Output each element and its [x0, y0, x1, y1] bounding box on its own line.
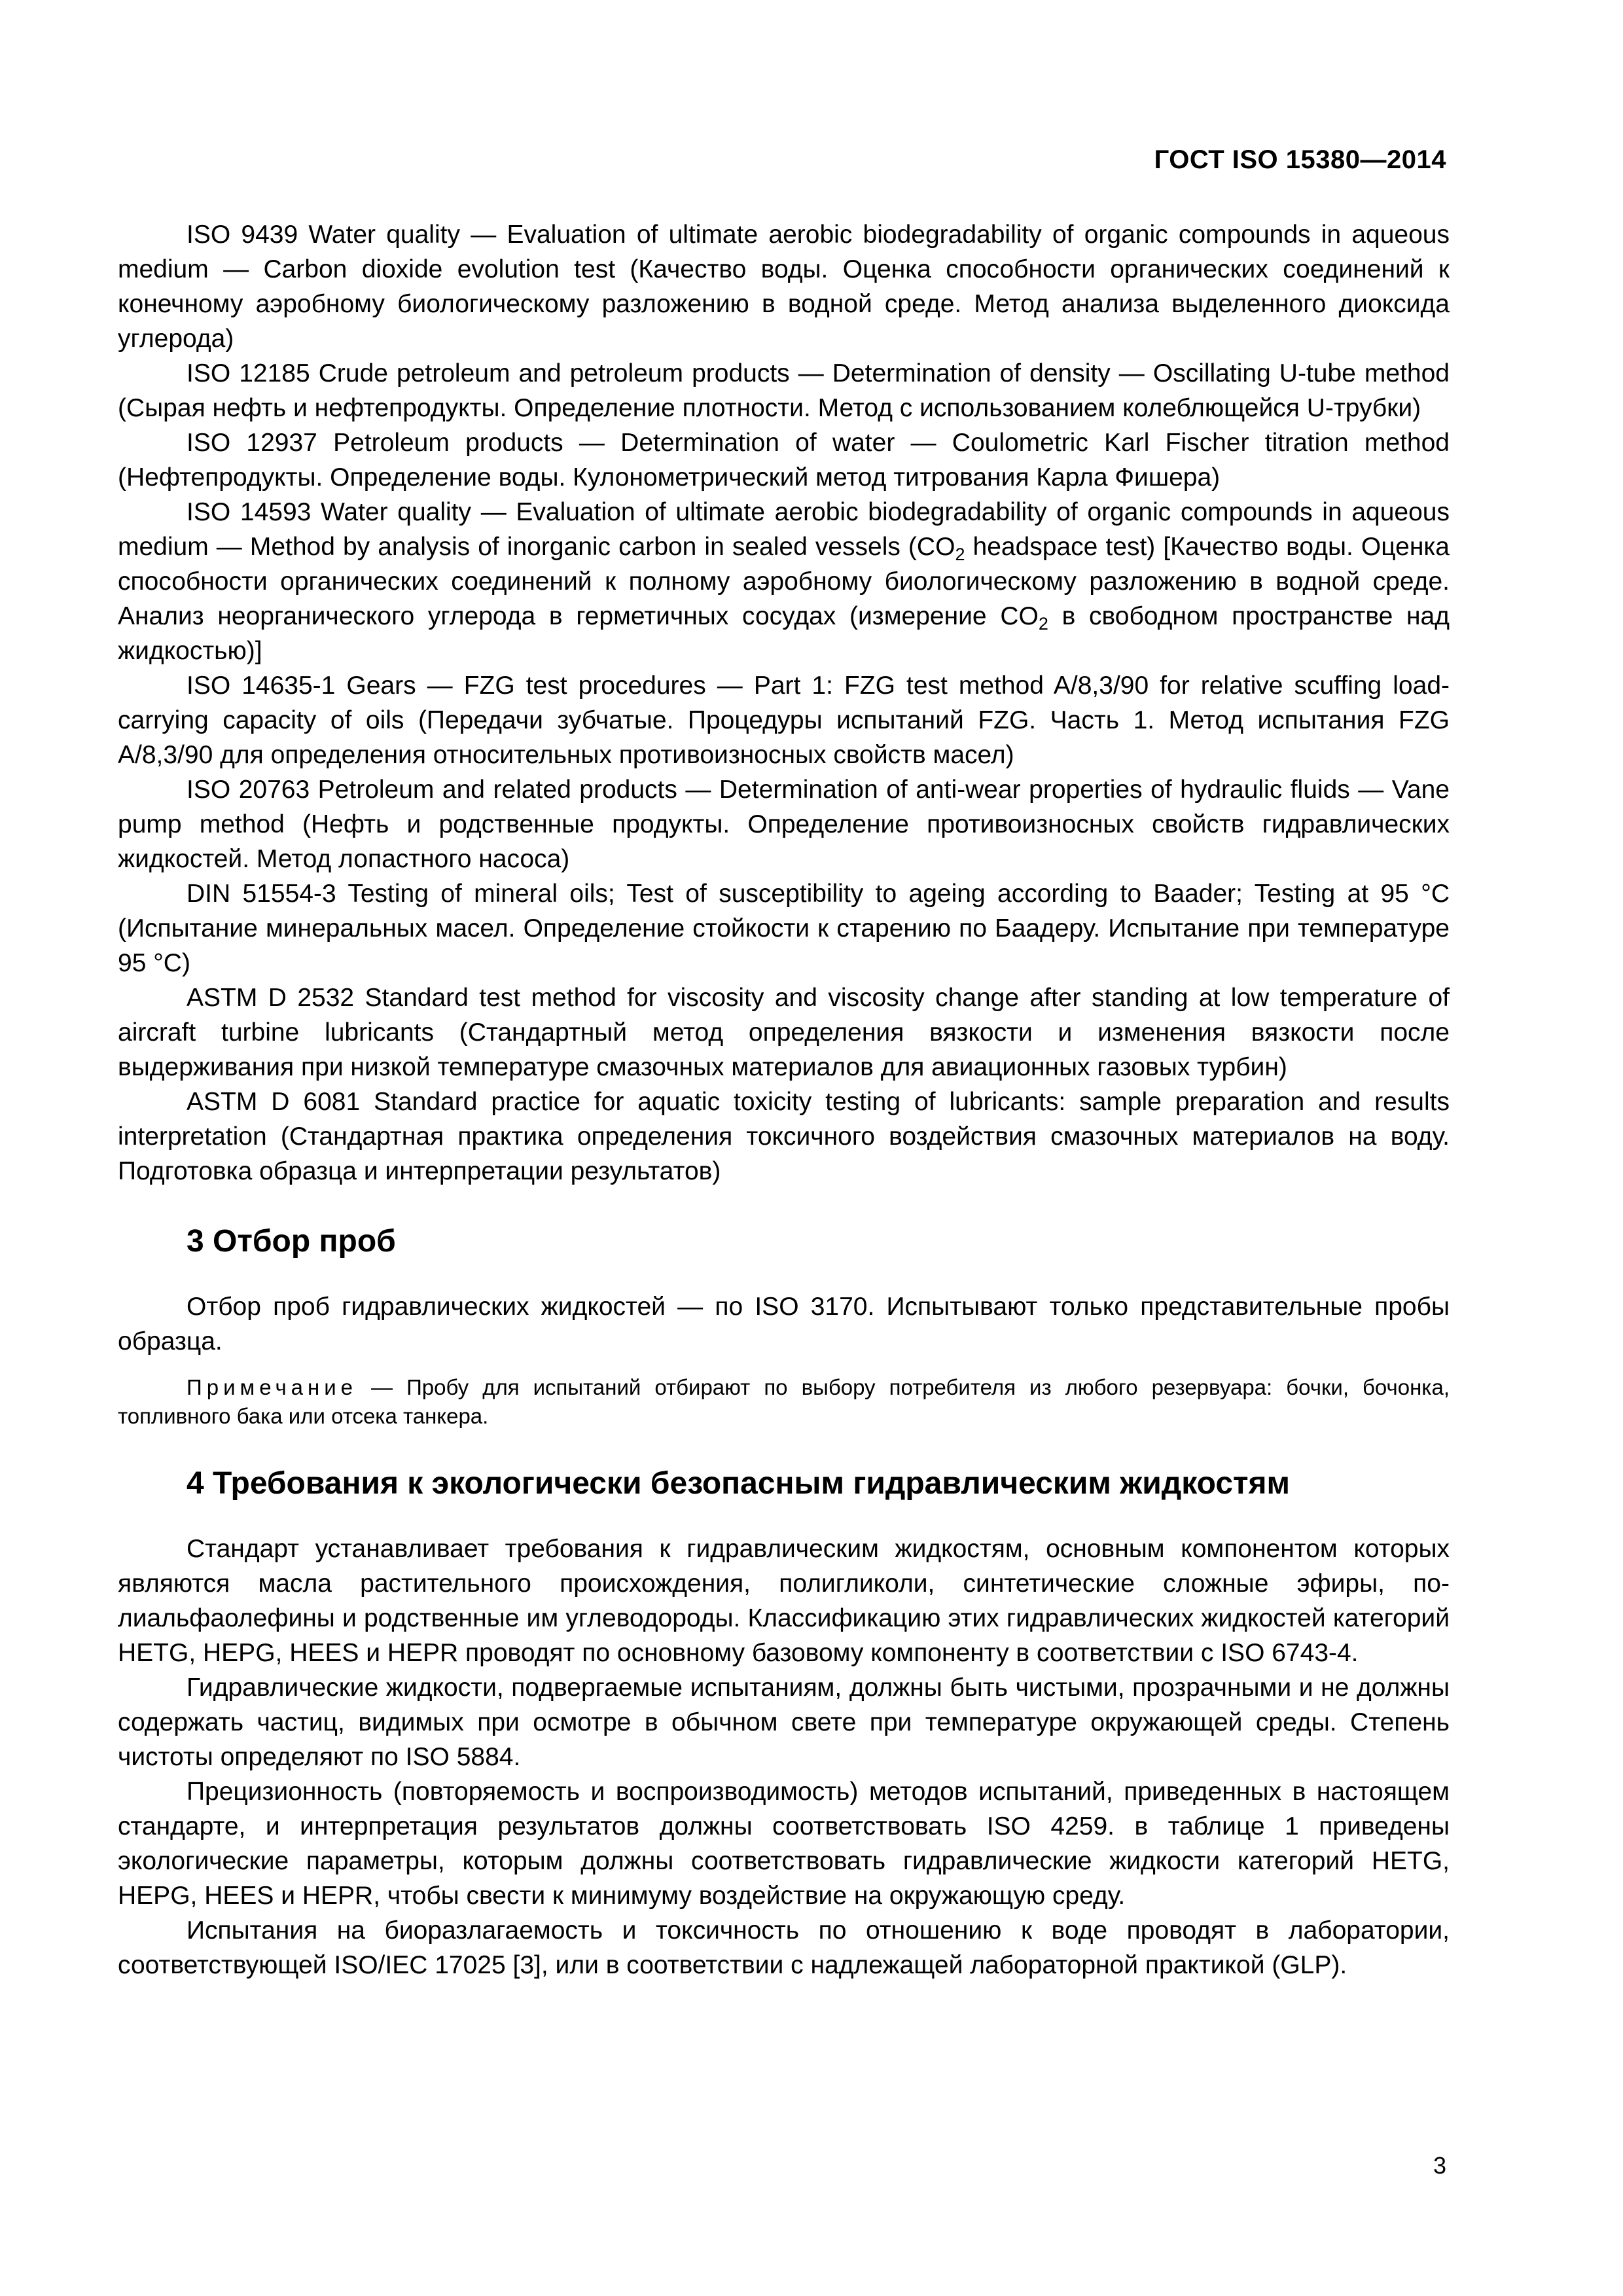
- section-4-paragraph: Испытания на биоразлагаемость и токсичность по отношению к воде проводят в лаборатории, соответствующей ISO/IEC 17025 [3], или в соответствии с надлежащей лабораторной практикой (GLP).: [118, 1916, 1450, 1979]
- section-4-paragraph: Стандарт устанавливает требования к гидравлическим жидкостям, основным компонентом которых являются масла растительного происхождения, полигликоли, синтетические сложные эфиры, полиальфаолефины и родственные им углеводороды. Классификацию этих гидравлических жидкостей категорий HETG, HEPG, HEES и HEPR проводят по основному базовому компоненту в соответствии с ISO 6743-4.: [118, 1535, 1450, 1667]
- reference-iso-20763: ISO 20763 Petroleum and related products — Determination of anti-wear properties of hydraulic fluids — Vane pump method (Нефть и родственные продукты. Определение противоизносных свойств гидравлических жидкостей. Метод лопастного насоса): [118, 776, 1450, 873]
- reference-iso-14593-part1: ISO 14593 Water quality — Evaluation of ultimate aerobic biodegradability of organic compounds in aqueous medium — Method by analysis of inorganic carbon in sealed vessels (CO: [118, 498, 1450, 561]
- reference-iso-12937: ISO 12937 Petroleum products — Determination of water — Coulometric Karl Fischer titration method (Нефтепродукты. Определение воды. Кулонометрический метод титрования Карла Фишера): [118, 429, 1450, 492]
- note-text: — Пробу для испытаний отбирают по выбору потребителя из любого резервуара: бочки, бочонка, топливного бака или отсека танкера.: [118, 1375, 1450, 1428]
- section-3-heading: 3 Отбор проб: [187, 1224, 396, 1259]
- reference-iso-9439: ISO 9439 Water quality — Evaluation of ultimate aerobic biodegradability of organic compounds in aqueous medium — Carbon dioxide evolution test (Качество воды. Оценка способности органических соединений к конечному аэробному биологическому разложению в водной среде. Метод анализа выделенного диоксида углерода): [118, 221, 1450, 353]
- section-3-text: Отбор проб гидравлических жидкостей — по ISO 3170. Испытывают только представительные пробы образца.: [118, 1293, 1450, 1355]
- reference-din-51554-3: DIN 51554-3 Testing of mineral oils; Test of susceptibility to ageing according to Baader; Testing at 95 °C (Испытание минеральных масел. Определение стойкости к старению по Баадеру. Испытание при температуре 95 °C): [118, 880, 1450, 977]
- reference-astm-d-2532: ASTM D 2532 Standard test method for viscosity and viscosity change after standing at low temperature of aircraft turbine lubricants (Стандартный метод определения вязкости и изменения вязкости после выдерживания при низкой температуре смазочных материалов для авиационных газовых турбин): [118, 984, 1450, 1081]
- reference-astm-d-6081: ASTM D 6081 Standard practice for aquatic toxicity testing of lubricants: sample preparation and results interpretation (Стандартная практика определения токсичного воздействия смазочных материалов на воду. Подготовка образца и интерпретации результатов): [118, 1088, 1450, 1185]
- document-code-header: ГОСТ ISO 15380—2014: [1154, 145, 1446, 174]
- co2-subscript: 2: [955, 545, 965, 564]
- section-4-heading: 4 Требования к экологически безопасным гидравлическим жидкостям: [187, 1466, 1291, 1501]
- section-4-paragraph: Прецизионность (повторяемость и воспроизводимость) методов испытаний, приведенных в настоящем стандарте, и интерпретация результатов должны соответствовать ISO 4259. в таблице 1 приведены экологические параметры, которым должны соответствовать гидравлические жидкости категорий HETG, HEPG, HEES и HEPR, чтобы свести к минимуму воздействие на окружающую среду.: [118, 1778, 1450, 1910]
- reference-iso-14593-part2: headspace test) [Качество воды. Оценка способности органических соединений к полному аэробному биологическому разложению в водной среде. Анализ неорганического углерода в герметичных сосудах (измерение CO: [118, 533, 1450, 630]
- reference-iso-14635-1: ISO 14635-1 Gears — FZG test procedures — Part 1: FZG test method A/8,3/90 for relative scuffing load-carrying capacity of oils (Передачи зубчатые. Процедуры испытаний FZG. Часть 1. Метод испытания FZG A/8,3/90 для определения относительных противоизносных свойств масел): [118, 672, 1450, 769]
- note-label: Примечание: [187, 1375, 358, 1399]
- reference-iso-14593: [118, 495, 1450, 668]
- reference-iso-14593-part3: в свободном пространстве над жидкостью)]: [118, 602, 1450, 665]
- section-3-note: [118, 1373, 1450, 1431]
- page-number: 3: [1433, 2152, 1446, 2179]
- co2-subscript: 2: [1038, 614, 1048, 634]
- page-content: [118, 217, 1450, 1982]
- section-4-paragraph: Гидравлические жидкости, подвергаемые испытаниям, должны быть чистыми, прозрачными и не должны содержать частиц, видимых при осмотре в обычном свете при температуре окружающей среды. Степень чистоты определяют по ISO 5884.: [118, 1674, 1450, 1771]
- reference-iso-12185: ISO 12185 Crude petroleum and petroleum products — Determination of density — Oscillating U-tube method (Сырая нефть и нефтепродукты. Определение плотности. Метод с использованием колеблющейся U-трубки): [118, 359, 1450, 422]
